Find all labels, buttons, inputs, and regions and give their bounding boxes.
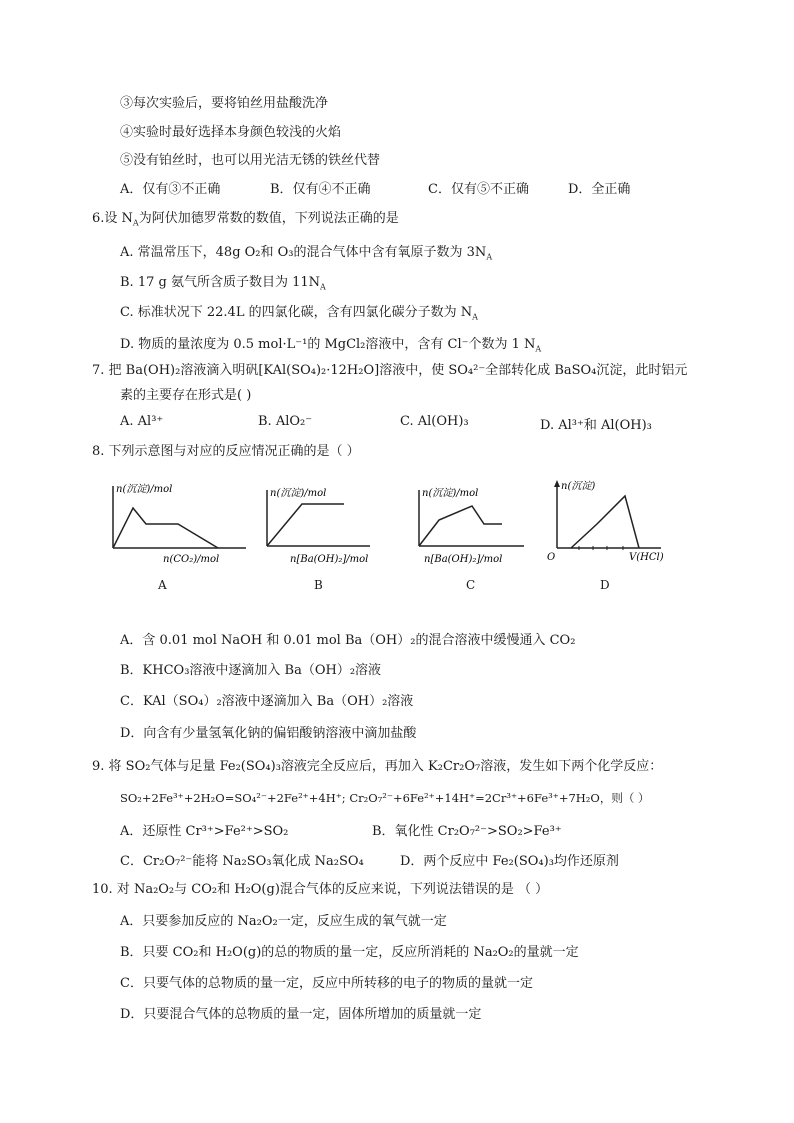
graph-b-ylabel: n(沉淀)/mol [270,488,327,499]
q8-option-c: C．KAl（SO₄）₂溶液中逐滴加入 Ba（OH）₂溶液 [120,694,414,709]
q8-option-b: B．KHCO₃溶液中逐滴加入 Ba（OH）₂溶液 [120,663,382,678]
graph-d-origin: O [547,552,556,563]
graph-d-xlabel: V(HCl) [629,552,664,563]
graph-c-curve [419,506,502,546]
prev-option-b: B．仅有④不正确 [270,182,371,197]
q7-option-c: C. Al(OH)₃ [400,414,469,429]
q10-option-d: D．只要混合气体的总物质的量一定，固体所增加的质量就一定 [120,1007,482,1022]
q9-option-b: B．氧化性 Cr₂O₇²⁻>SO₂>Fe³⁺ [372,824,562,839]
graph-b-curve [267,504,344,546]
graph-a-ylabel: n(沉淀)/mol [116,484,173,495]
graph-b-xlabel: n[Ba(OH)₂]/mol [290,554,369,565]
q7-option-a: A. Al³⁺ [120,414,164,429]
statement-4: ④实验时最好选择本身颜色较浅的火焰 [120,125,342,140]
q10-option-b: B．只要 CO₂和 H₂O(g)的总的物质的量一定，反应所消耗的 Na₂O₂的量就一定 [120,945,579,960]
q6-option-a: A. 常温常压下，48g O₂和 O₃的混合气体中含有氧原子数为 $3N_A$ [120,245,493,262]
q10-option-a: A．只要参加反应的 Na₂O₂一定，反应生成的氧气就一定 [120,914,447,929]
q9-equations: SO₂+2Fe³⁺+2H₂O=SO₄²⁻+2Fe²⁺+4H⁺; Cr₂O₇²⁻+6Fe²⁺+14H⁺=2Cr³⁺+6Fe³⁺+7H₂O，则（ ） [120,791,650,805]
q6-option-b: B. 17 g 氨气所含质子数目为 $11N_A$ [120,275,326,292]
graph-d-caption: D [600,578,610,592]
q7-stem-cont: 素的主要存在形式是( ) [120,388,252,403]
q8-stem: 8. 下列示意图与对应的反应情况正确的是（ ） [92,444,360,459]
graph-d [545,476,665,568]
q9-option-a: A．还原性 Cr³⁺>Fe²⁺>SO₂ [120,824,289,839]
q9-stem: 9. 将 SO₂气体与足量 Fe₂(SO₄)₃溶液完全反应后，再加入 K₂Cr₂O₇溶液，发生如下两个化学反应： [92,759,663,774]
prev-option-c: C．仅有⑤不正确 [428,182,529,197]
graph-c-ylabel: n(沉淀)/mol [422,488,479,499]
prev-option-a: A．仅有③不正确 [120,182,221,197]
graph-a-curve [113,508,218,548]
q9-option-d: D．两个反应中 Fe₂(SO₄)₃均作还原剂 [400,854,619,869]
prev-option-d: D．全正确 [568,182,631,197]
q8-option-a: A．含 0.01 mol NaOH 和 0.01 mol Ba（OH）₂的混合溶液中缓慢通入 CO₂ [120,633,576,648]
q10-stem: 10. 对 Na₂O₂与 CO₂和 H₂O(g)混合气体的反应来说，下列说法错误的是 （ ） [92,882,549,897]
graph-b-caption: B [314,578,323,592]
graph-d-ylabel: n(沉淀) [561,481,596,492]
q6-stem: 6.设 $N_A$为阿伏加德罗常数的数值，下列说法正确的是 [92,211,399,228]
graph-c [414,484,534,570]
q7-stem: 7. 把 Ba(OH)₂溶液滴入明矾[KAl(SO₄)₂·12H₂O]溶液中，使 SO₄²⁻全部转化成 BaSO₄沉淀，此时铝元 [92,363,688,378]
q7-option-b: B. AlO₂⁻ [258,414,313,429]
graph-d-curve [571,496,639,548]
statement-5: ⑤没有铂丝时，也可以用光洁无锈的铁丝代替 [120,153,381,168]
q6-option-d: D. 物质的量浓度为 0.5 mol·L⁻¹的 MgCl₂溶液中，含有 Cl⁻个数为 1 $N_A$ [120,337,542,354]
graph-c-caption: C [466,578,476,592]
statement-3: ③每次实验后，要将铂丝用盐酸洗净 [120,96,329,111]
q6-option-c: C. 标准状况下 22.4L 的四氯化碳，含有四氯化碳分子数为 $N_A$ [120,305,478,322]
graph-c-xlabel: n[Ba(OH)₂]/mol [424,554,503,565]
graph-a [108,480,248,570]
q9-option-c: C．Cr₂O₇²⁻能将 Na₂SO₃氧化成 Na₂SO₄ [120,854,364,869]
graph-a-caption: A [158,578,167,592]
q10-option-c: C．只要气体的总物质的量一定，反应中所转移的电子的物质的量就一定 [120,976,533,991]
graph-b [262,484,382,570]
q7-option-d: D. Al³⁺和 Al(OH)₃ [540,418,652,433]
q8-option-d: D．向含有少量氢氧化钠的偏铝酸钠溶液中滴加盐酸 [120,726,417,741]
graph-a-xlabel: n(CO₂)/mol [163,554,220,565]
